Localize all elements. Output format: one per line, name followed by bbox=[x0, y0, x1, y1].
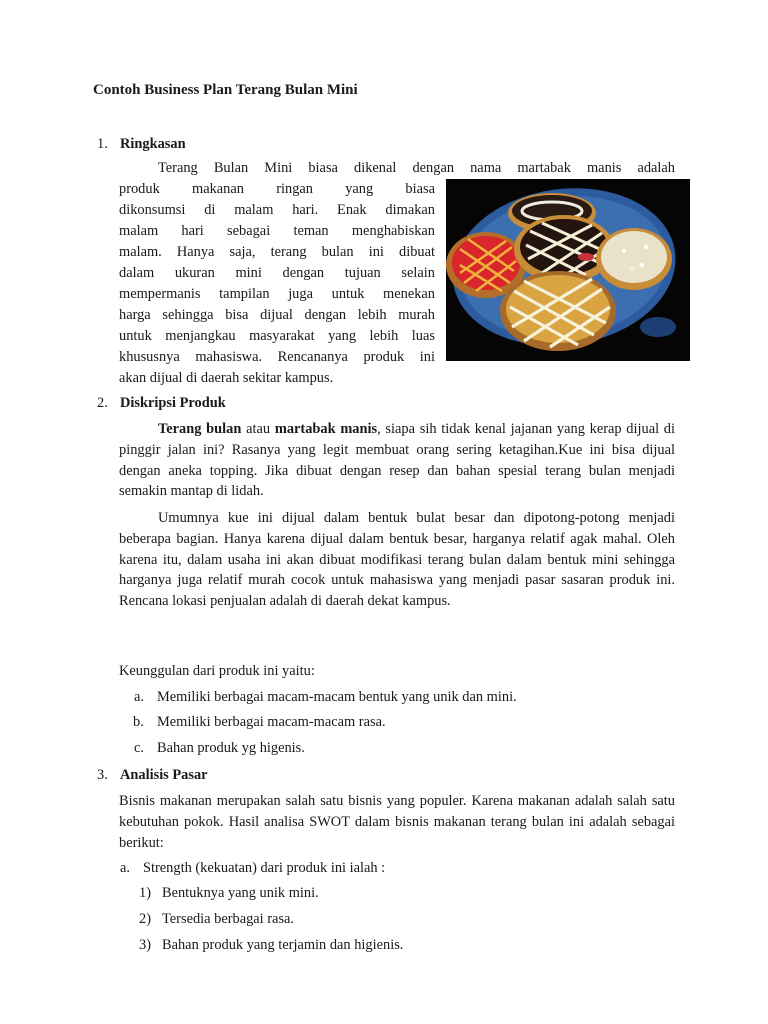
section-heading-analisis-pasar: Analisis Pasar bbox=[120, 767, 208, 783]
paragraph-line: malam. Hanya saja, terang bulan ini dibuat bbox=[119, 244, 435, 260]
list-item: Memiliki berbagai macam-macam rasa. bbox=[157, 714, 386, 730]
paragraph: Bisnis makanan merupakan salah satu bisnis yang populer. Karena makanan adalah salah satu kebutuhan pokok. Hasil analisa SWOT dalam bisnis makanan terang bulan ini adalah sebagai berikut: bbox=[119, 793, 675, 851]
list-marker: a. bbox=[134, 689, 144, 705]
list-item: Bahan produk yang terjamin dan higienis. bbox=[162, 937, 404, 953]
list-marker: a. bbox=[120, 860, 130, 876]
paragraph: Umumnya kue ini dijual dalam bentuk bulat besar dan dipotong-potong menjadi beberapa bagian. Hanya karena dijual dalam bentuk besar, harganya relatif agak mahal. Oleh karena itu, dalam usaha ini akan dibuat modifikasi terang bulan dalam bentuk mini sehingga harganya juga relatif murah cocok untuk mahasiswa yang menjadi pasar sasaran produk ini. Rencana lokasi penjualan adalah di daerah dekat kampus. bbox=[119, 510, 675, 610]
paragraph-line: mempermanis tampilan juga untuk menekan bbox=[119, 286, 435, 302]
section-heading-ringkasan: Ringkasan bbox=[120, 136, 186, 152]
list-marker: 2) bbox=[139, 911, 151, 927]
strength-label: Strength (kekuatan) dari produk ini ialah : bbox=[143, 860, 386, 876]
list-item: Memiliki berbagai macam-macam bentuk yang unik dan mini. bbox=[157, 689, 517, 705]
bold-term: martabak manis bbox=[274, 421, 378, 437]
paragraph-line: dikonsumsi di malam hari. Enak dimakan bbox=[119, 202, 435, 218]
section-number: 3. bbox=[97, 767, 108, 783]
list-marker: c. bbox=[134, 740, 144, 756]
document-title: Contoh Business Plan Terang Bulan Mini bbox=[93, 82, 358, 98]
paragraph-line: dalam ukuran mini dengan tujuan selain bbox=[119, 265, 435, 281]
paragraph-line: akan dijual di daerah sekitar kampus. bbox=[119, 370, 334, 386]
list-item: Bentuknya yang unik mini. bbox=[162, 885, 319, 901]
advantages-intro: Keunggulan dari produk ini yaitu: bbox=[119, 663, 315, 679]
mini-terang-bulan-photo bbox=[446, 179, 690, 361]
paragraph-line: produk makanan ringan yang biasa bbox=[119, 181, 435, 197]
section-number: 1. bbox=[97, 136, 108, 152]
paragraph-line: untuk menjangkau masyarakat yang lebih luas bbox=[119, 328, 435, 344]
paragraph-line: Terang Bulan Mini biasa dikenal dengan nama martabak manis adalah bbox=[158, 160, 675, 176]
section-heading-diskripsi-produk: Diskripsi Produk bbox=[120, 395, 226, 411]
paragraph-line: harga sehingga bisa dijual dengan lebih murah bbox=[119, 307, 435, 323]
bold-term: Terang bulan bbox=[158, 421, 242, 437]
list-item: Tersedia berbagai rasa. bbox=[162, 911, 295, 927]
list-marker: b. bbox=[133, 714, 144, 730]
text-span: atau bbox=[241, 421, 275, 437]
list-marker: 3) bbox=[139, 937, 151, 953]
paragraph bbox=[119, 419, 675, 502]
paragraph-line: khususnya mahasiswa. Rencananya produk ini bbox=[119, 349, 435, 365]
section-number: 2. bbox=[97, 395, 108, 411]
list-item: Bahan produk yg higenis. bbox=[157, 740, 305, 756]
list-marker: 1) bbox=[139, 885, 151, 901]
paragraph-line: malam hari sebagai teman menghabiskan bbox=[119, 223, 435, 239]
text-span: , siapa sih tidak kenal jajanan yang kerap dijual di pinggir jalan ini? Rasanya yang legit membuat orang sering ketagihan.Kue ini bisa dijual dengan aneka topping. Jika dibuat dengan resep dan bahan spesial terang bulan menjadi semakin mantap di lidah. bbox=[119, 421, 675, 500]
